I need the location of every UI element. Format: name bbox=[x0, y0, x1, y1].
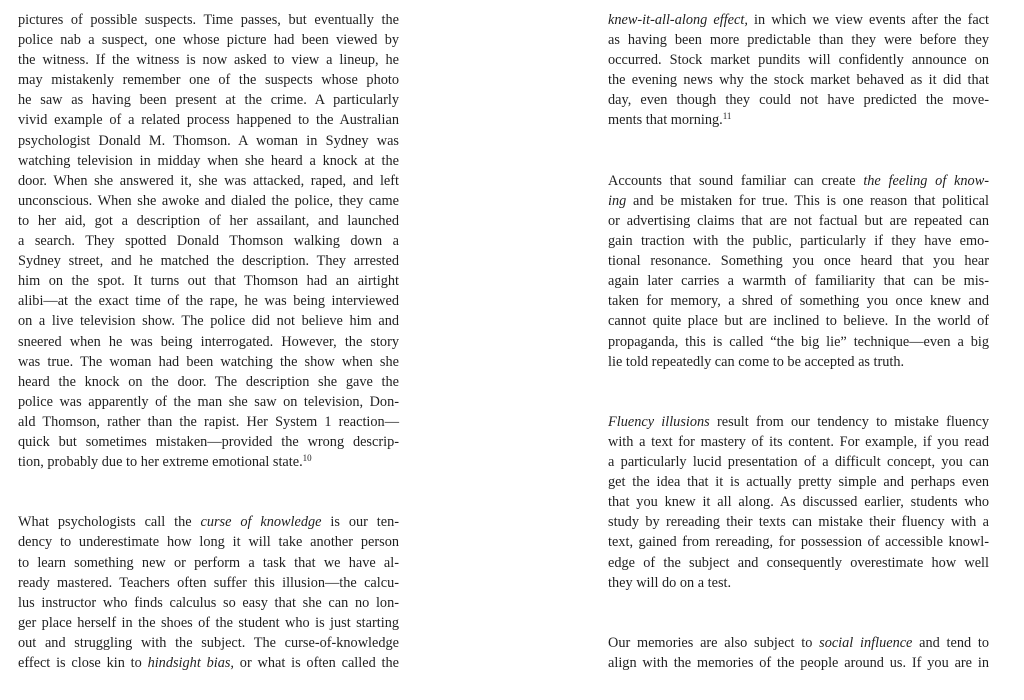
text-line: alibi—at the exact time of the rape, he was being interviewed bbox=[18, 293, 399, 310]
text-line: out and struggling with the subject. The curse-of-knowledge bbox=[18, 634, 399, 651]
paragraph-gap bbox=[18, 472, 399, 512]
text-line: was true. The woman had been watching the show when she bbox=[18, 353, 399, 370]
text-line: sneered when he was being interrogated. However, the story bbox=[18, 333, 399, 350]
text-line: taken for memory, a shred of something you once knew and bbox=[608, 293, 989, 310]
paragraph-social-influence bbox=[608, 633, 989, 673]
paragraph-knew-it-all-along bbox=[608, 10, 989, 131]
text-fragment: Accounts that sound familiar can create bbox=[608, 172, 864, 189]
text-line-last bbox=[608, 110, 989, 130]
text-line: edge of the subject and consequently overestimate how well bbox=[608, 554, 989, 571]
text-line: watching television in midday when she heard a knock at the bbox=[18, 152, 399, 169]
italic-term: the feeling of know- bbox=[863, 172, 989, 189]
text-line: that you knew it all along. As discussed earlier, students who bbox=[608, 494, 989, 511]
text-line: tional resonance. Something you once heard that you hear bbox=[608, 253, 989, 270]
text-line: vivid example of a related process happened to the Australian bbox=[18, 112, 399, 129]
text-line: dency to underestimate how long it will take another person bbox=[18, 534, 399, 551]
text-line: police nab a suspect, one whose picture had been viewed by bbox=[18, 32, 399, 49]
text-fragment: result from our tendency to mistake fluency bbox=[709, 413, 989, 430]
paragraph-gap bbox=[608, 131, 989, 171]
text-line: quick but sometimes mistaken—provided the wrong descrip- bbox=[18, 433, 399, 450]
text-line: occurred. Stock market pundits will confidently announce on bbox=[608, 52, 989, 69]
text-fragment: or what is often called the bbox=[234, 655, 399, 671]
text-line: propaganda, this is called “the big lie” technique—even a big bbox=[608, 333, 989, 350]
text-line: the witness. If the witness is now asked to view a lineup, he bbox=[18, 52, 399, 69]
text-line: gain traction with the public, particularly if they have emo- bbox=[608, 233, 989, 250]
text-fragment: in which we view events after the fact bbox=[747, 12, 989, 28]
text-line-last: they will do on a test. bbox=[608, 574, 732, 591]
text-fragment: What psychologists call the bbox=[18, 514, 201, 531]
text-line: with a text for mastery of its content. For example, if you read bbox=[608, 433, 989, 450]
text-line: psychologist Donald M. Thomson. A woman in Sydney was bbox=[18, 132, 399, 149]
text-line: the evening news why the stock market behaved as it did that bbox=[608, 72, 989, 89]
paragraph-witness-misidentification bbox=[18, 10, 399, 472]
text-line: lus instructor who finds calculus so easy that she can no lon- bbox=[18, 594, 399, 611]
text-fragment: and be mistaken for true. This is one reason that political bbox=[626, 192, 989, 209]
italic-term: social influence bbox=[819, 634, 913, 651]
text-line: cannot quite place but are inclined to believe. In the world of bbox=[608, 313, 989, 330]
text-line bbox=[608, 171, 989, 191]
right-page-column bbox=[608, 10, 989, 673]
text-line-last: lie told repeatedly can come to be accepted as truth. bbox=[608, 353, 905, 370]
text-line: ready mastered. Teachers often suffer this illusion—the calcu- bbox=[18, 574, 399, 591]
paragraph-fluency-illusions bbox=[608, 412, 989, 593]
text-line: on a live television show. The police did not believe him and bbox=[18, 313, 399, 330]
text-fragment: is our ten- bbox=[321, 514, 399, 531]
text-fragment: ments that morning. bbox=[608, 112, 723, 129]
text-line: to her aid, got a description of her assailant, and launched bbox=[18, 212, 399, 229]
text-line bbox=[608, 10, 989, 30]
text-line bbox=[608, 191, 989, 211]
text-line: a search. They spotted Donald Thomson walking down a bbox=[18, 233, 399, 250]
text-line: ger place herself in the shoes of the student who is just starting bbox=[18, 614, 399, 631]
italic-term: knew-it-all-along effect, bbox=[608, 12, 748, 28]
paragraph-feeling-of-knowing bbox=[608, 171, 989, 372]
text-line: study by rereading their texts can mistake their fluency with a bbox=[608, 514, 989, 531]
text-line: door. When she answered it, she was attacked, raped, and left bbox=[18, 172, 399, 189]
text-line: him on the spot. It turns out that Thomson had an airtight bbox=[18, 273, 399, 290]
text-fragment: Our memories are also subject to bbox=[608, 634, 820, 651]
text-line: may mistakenly remember one of the suspects whose photo bbox=[18, 72, 399, 89]
paragraph-curse-of-knowledge bbox=[18, 512, 399, 673]
text-line: police was apparently of the man she saw on television, Don- bbox=[18, 393, 399, 410]
text-fragment: tion, probably due to her extreme emotional state. bbox=[18, 454, 303, 471]
text-line bbox=[18, 653, 399, 673]
text-line: a particularly lucid presentation of a difficult concept, you can bbox=[608, 454, 989, 471]
left-page-column bbox=[18, 10, 399, 673]
text-fragment: effect is close kin to bbox=[18, 655, 148, 671]
italic-term: ing bbox=[608, 192, 627, 209]
paragraph-gap bbox=[608, 593, 989, 633]
text-line bbox=[608, 633, 989, 653]
text-line-last bbox=[18, 452, 399, 472]
text-line: he saw as having been present at the crime. A particularly bbox=[18, 92, 399, 109]
text-line: align with the memories of the people around us. If you are in bbox=[608, 655, 989, 671]
text-line: ald Thomson, rather than the rapist. Her System 1 reaction— bbox=[18, 413, 399, 430]
italic-term: Fluency illusions bbox=[608, 413, 710, 430]
text-line: as having been more predictable than they were before they bbox=[608, 32, 989, 49]
italic-term: curse of knowledge bbox=[200, 514, 322, 531]
text-line: to learn something new or perform a task that we have al- bbox=[18, 554, 399, 571]
text-line: unconscious. When she awoke and dialed the police, they came bbox=[18, 192, 399, 209]
text-line: text, gained from rereading, for possession of accessible knowl- bbox=[608, 534, 989, 551]
endnote-marker[interactable]: 11 bbox=[722, 111, 732, 122]
paragraph-gap bbox=[608, 372, 989, 412]
text-line bbox=[608, 412, 989, 432]
text-line: Sydney street, and he matched the description. They arrested bbox=[18, 253, 399, 270]
text-line: pictures of possible suspects. Time passes, but eventually the bbox=[18, 12, 399, 28]
text-line: get the idea that it is actually pretty simple and perhaps even bbox=[608, 474, 989, 491]
text-line: or advertising claims that are not factual but are repeated can bbox=[608, 212, 989, 229]
italic-term: hindsight bias, bbox=[147, 655, 234, 671]
endnote-marker[interactable]: 10 bbox=[302, 453, 312, 464]
text-line: heard the knock on the door. The description she gave the bbox=[18, 373, 399, 390]
text-fragment: and tend to bbox=[912, 634, 990, 651]
text-line bbox=[18, 512, 399, 532]
text-line: day, even though they could not have predicted the move- bbox=[608, 92, 989, 109]
text-line: again later carries a warmth of familiarity that can be mis- bbox=[608, 273, 989, 290]
